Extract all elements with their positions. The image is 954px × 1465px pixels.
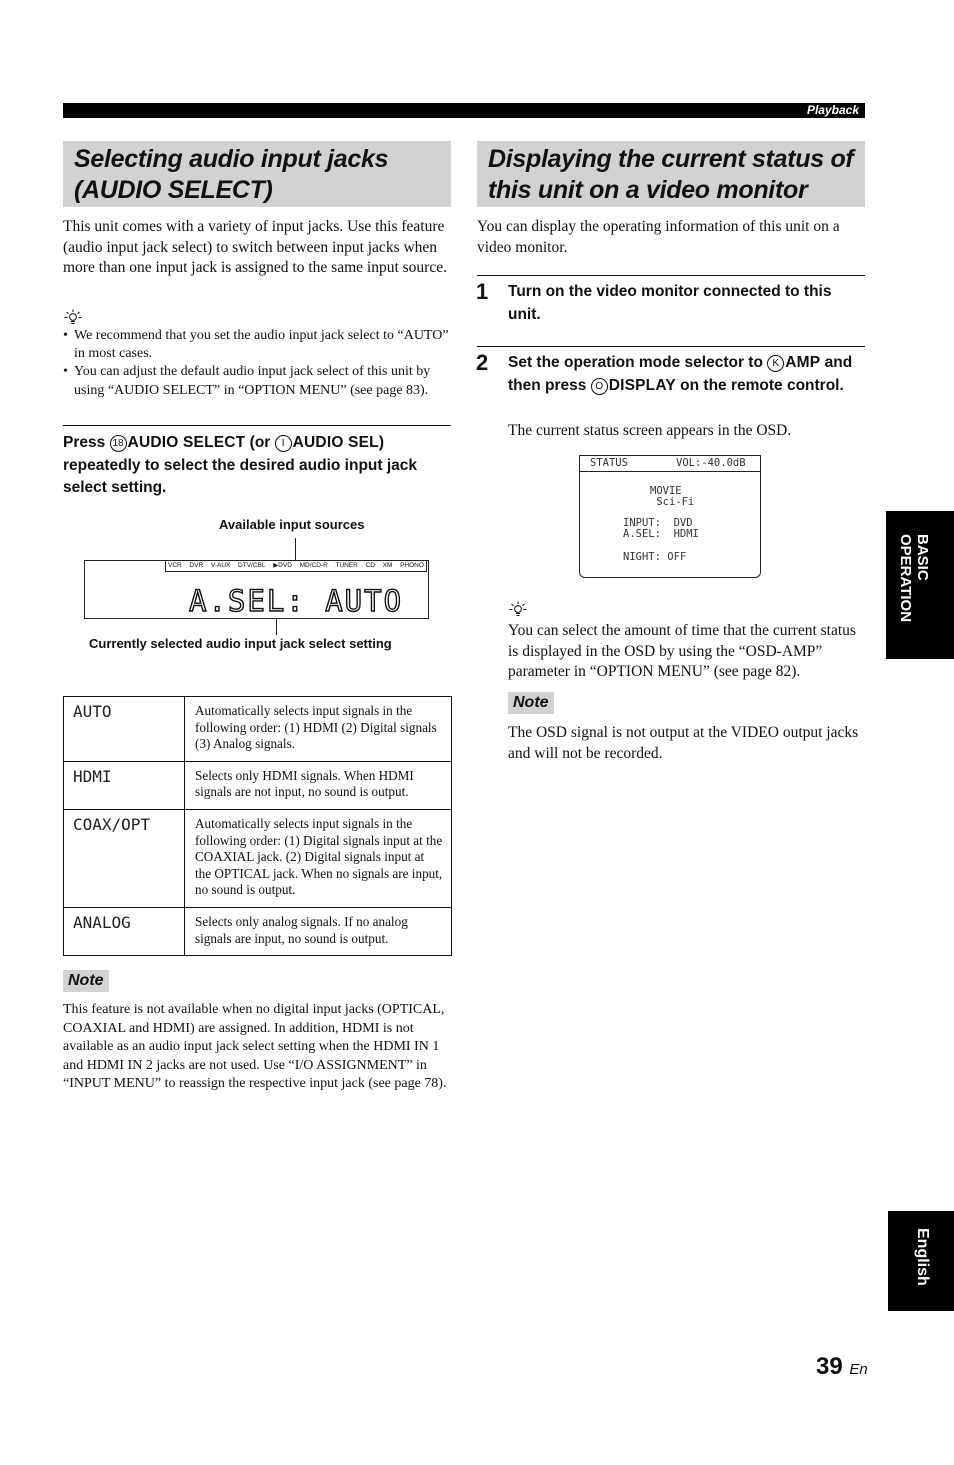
table-row bbox=[64, 907, 452, 955]
tip-item: • You can adjust the default audio input jack select of this unit by using “AUDIO SELECT” in “OPTION MENU” (see page 83). bbox=[63, 363, 451, 399]
page-number: 39 En bbox=[816, 1353, 868, 1380]
step-2-text: Set the operation mode selector to K AMP and then press O DISPLAY on the remote control. bbox=[508, 354, 853, 394]
amp-key: AMP bbox=[785, 354, 821, 371]
side-tab-label: English bbox=[914, 1228, 931, 1286]
right-heading-box bbox=[477, 141, 865, 207]
table-desc: Selects only HDMI signals. When HDMI signals are not input, no sound is output. bbox=[185, 761, 452, 809]
osd-status-screen bbox=[579, 455, 761, 578]
left-note-text: This feature is not available when no digital input jacks (OPTICAL, COAXIAL and HDMI) are assigned. In addition, HDMI is not available as an audio input jack select setting when the HDMI IN 1 and HDMI IN 2 jacks are not used. Use “I/O ASSIGNMENT” in “INPUT MENU” to reassign the respective input jack (see page 78). bbox=[63, 1002, 447, 1091]
input-source: MD/CD-R bbox=[299, 562, 328, 569]
right-note-text: The OSD signal is not output at the VIDEO output jacks and will not be recorded. bbox=[508, 724, 859, 762]
left-intro: This unit comes with a variety of input jacks. Use this feature (audio input jack select) to switch between input jacks when more than one input jack is assigned to the same input source. bbox=[63, 218, 447, 276]
key-letter-badge: I bbox=[275, 435, 292, 452]
left-tips bbox=[63, 327, 451, 400]
display-screen-text: A.SEL: AUTO bbox=[189, 584, 404, 618]
tip-item: • We recommend that you set the audio input jack select to “AUTO” in most cases. bbox=[63, 327, 451, 363]
divider bbox=[477, 346, 865, 347]
osd-program: MOVIE Sci-Fi bbox=[650, 485, 695, 509]
table-key: ANALOG bbox=[64, 907, 185, 955]
right-intro: You can display the operating information of this unit on a video monitor. bbox=[477, 218, 840, 256]
table-desc: Automatically selects input signals in the following order: (1) Digital signals input at the COAXIAL jack. (2) Digital signals input at the OPTICAL jack. When no signals are input, no sound is output. bbox=[185, 809, 452, 907]
osd-status-label: STATUS bbox=[590, 457, 628, 469]
table-key: HDMI bbox=[64, 761, 185, 809]
left-note-label: Note bbox=[63, 970, 109, 992]
input-source: PHONO bbox=[400, 562, 424, 569]
display-key: DISPLAY bbox=[608, 376, 676, 394]
table-key: COAX/OPT bbox=[64, 809, 185, 907]
key-letter-badge: K bbox=[767, 355, 784, 372]
input-source-list bbox=[165, 560, 427, 572]
side-tab-english bbox=[888, 1211, 954, 1311]
left-heading-box bbox=[63, 141, 451, 207]
right-tip-text: You can select the amount of time that the current status is displayed in the OSD by using the “OSD-AMP” parameter in “OPTION MENU” (see page 82). bbox=[508, 622, 856, 680]
left-instruction: Press 18 AUDIO SELECT (or I AUDIO SEL) repeatedly to select the desired audio input jack select setting. bbox=[63, 434, 418, 496]
divider bbox=[477, 275, 865, 276]
input-source: V-AUX bbox=[210, 562, 231, 569]
table-row bbox=[64, 697, 452, 762]
key-letter-badge: O bbox=[591, 378, 608, 395]
caption-leader-line bbox=[276, 619, 277, 635]
lightbulb-icon bbox=[509, 601, 527, 621]
caption-leader-line bbox=[295, 538, 296, 560]
table-desc: Selects only analog signals. If no analog signals are input, no sound is output. bbox=[185, 907, 452, 955]
step-number: 2 bbox=[476, 350, 489, 375]
table-key: AUTO bbox=[64, 697, 185, 762]
table-desc: Automatically selects input signals in the following order: (1) HDMI (2) Digital signals (3) Analog signals. bbox=[185, 697, 452, 762]
left-heading: Selecting audio input jacks (AUDIO SELECT) bbox=[74, 145, 389, 204]
side-tab-label: BASIC bbox=[914, 534, 931, 581]
input-source: XM bbox=[382, 562, 393, 569]
audio-select-key: AUDIO SELECT bbox=[127, 434, 246, 451]
osd-volume: VOL:-40.0dB bbox=[676, 457, 746, 469]
step-number: 1 bbox=[476, 279, 489, 304]
display-top-caption: Available input sources bbox=[219, 517, 365, 532]
right-note-label: Note bbox=[508, 692, 554, 714]
front-panel-display bbox=[84, 560, 429, 619]
input-source: TUNER bbox=[335, 562, 358, 569]
audio-select-table bbox=[63, 696, 452, 956]
divider bbox=[63, 425, 451, 426]
side-tab-label: OPERATION bbox=[897, 534, 914, 623]
section-title: Playback bbox=[806, 103, 859, 117]
step-1-text: Turn on the video monitor connected to this unit. bbox=[508, 283, 832, 323]
key-number-badge: 18 bbox=[110, 435, 127, 452]
osd-info: INPUT: DVD A.SEL: HDMI NIGHT: OFF bbox=[623, 517, 699, 563]
right-heading: Displaying the current status of this unit on a video monitor bbox=[488, 145, 854, 204]
input-source: DVR bbox=[189, 562, 204, 569]
table-row bbox=[64, 809, 452, 907]
audio-sel-key: AUDIO SEL bbox=[292, 434, 379, 451]
side-tab-basic-operation bbox=[886, 511, 954, 659]
input-source: DTV/CBL bbox=[238, 562, 266, 569]
table-row bbox=[64, 761, 452, 809]
input-source: ▶DVD bbox=[273, 562, 292, 569]
section-header-bar bbox=[63, 103, 865, 118]
input-source: CD bbox=[365, 562, 375, 569]
step-2-sub: The current status screen appears in the OSD. bbox=[508, 422, 792, 439]
input-source: VCR bbox=[168, 562, 182, 569]
display-bottom-caption: Currently selected audio input jack select setting bbox=[89, 636, 392, 651]
lightbulb-icon bbox=[64, 309, 82, 329]
